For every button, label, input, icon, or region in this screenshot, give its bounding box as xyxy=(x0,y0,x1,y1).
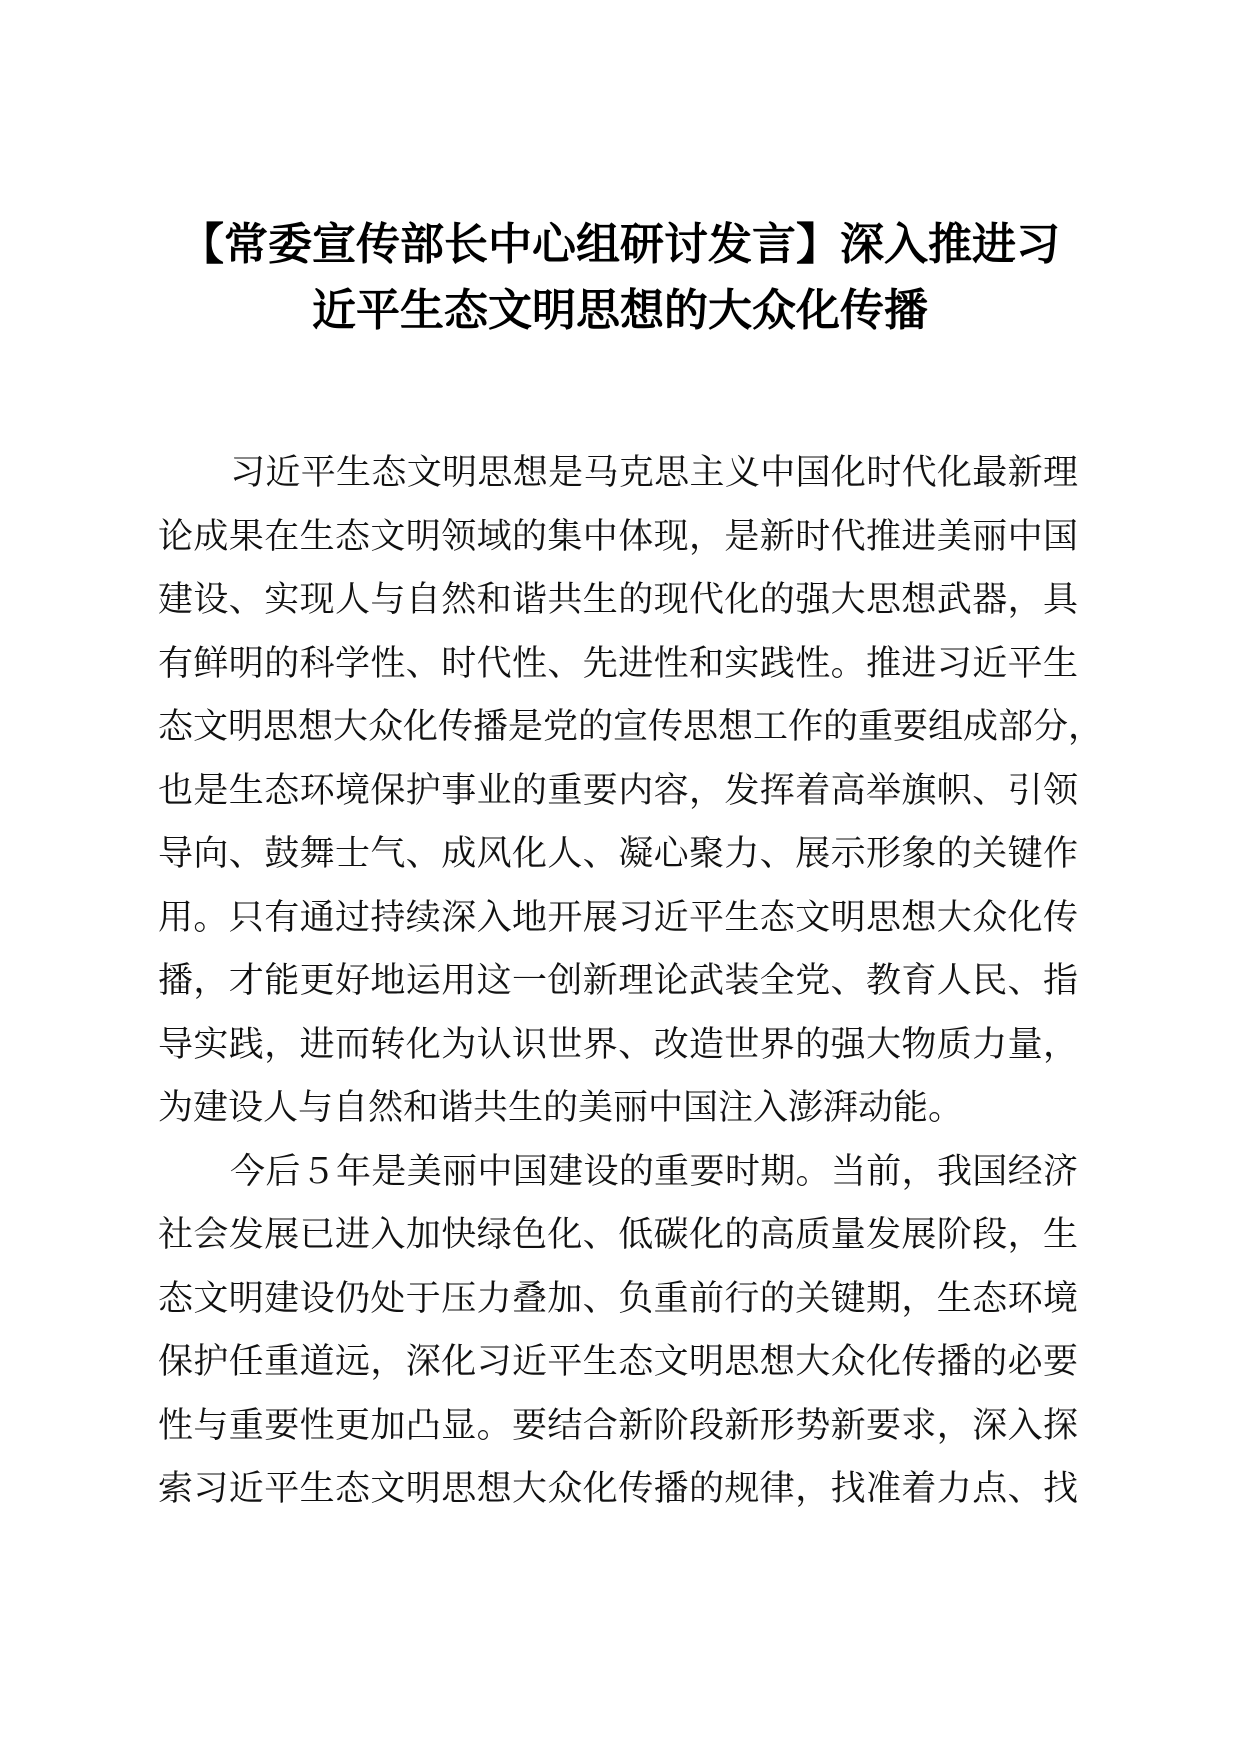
paragraph-line: 有鲜明的科学性、时代性、先进性和实践性。推进习近平生 xyxy=(158,643,1078,684)
paragraph-line: 导实践，进而转化为认识世界、改造世界的强大物质力量， xyxy=(158,1024,1078,1065)
paragraph-line: 为建设人与自然和谐共生的美丽中国注入澎湃动能。 xyxy=(158,1088,964,1128)
title-line: 【常委宣传部长中心组研讨发言】深入推进习 xyxy=(180,219,1060,270)
paragraph-line: 导向、鼓舞士气、成风化人、凝心聚力、展示形象的关键作 xyxy=(158,834,1078,874)
paragraph-line: 态文明思想大众化传播是党的宣传思想工作的重要组成部分， xyxy=(158,707,1104,747)
paragraph-2 xyxy=(158,1141,1078,1522)
document-body xyxy=(158,442,1104,1522)
paragraph-line: 态文明建设仍处于压力叠加、负重前行的关键期，生态环境 xyxy=(158,1278,1078,1319)
paragraph-line: 也是生态环境保护事业的重要内容，发挥着高举旗帜、引领 xyxy=(158,770,1078,811)
paragraph-line: 论成果在生态文明领域的集中体现，是新时代推进美丽中国 xyxy=(158,516,1078,557)
paragraph-1 xyxy=(158,442,1104,1141)
paragraph-line: 社会发展已进入加快绿色化、低碳化的高质量发展阶段，生 xyxy=(158,1215,1078,1255)
paragraph-line: 播，才能更好地运用这一创新理论武装全党、教育人民、指 xyxy=(158,961,1078,1001)
document-title xyxy=(140,212,1100,344)
paragraph-line: 今后５年是美丽中国建设的重要时期。当前，我国经济 xyxy=(230,1151,1078,1192)
paragraph-line: 习近平生态文明思想是马克思主义中国化时代化最新理 xyxy=(230,453,1078,493)
paragraph-line: 建设、实现人与自然和谐共生的现代化的强大思想武器，具 xyxy=(158,580,1078,620)
title-line: 近平生态文明思想的大众化传播 xyxy=(312,285,928,336)
paragraph-line: 保护任重道远，深化习近平生态文明思想大众化传播的必要 xyxy=(158,1342,1078,1382)
paragraph-line: 用。只有通过持续深入地开展习近平生态文明思想大众化传 xyxy=(158,897,1078,938)
paragraph-line: 性与重要性更加凸显。要结合新阶段新形势新要求，深入探 xyxy=(158,1405,1078,1446)
paragraph-line: 索习近平生态文明思想大众化传播的规律，找准着力点、找 xyxy=(158,1469,1078,1509)
